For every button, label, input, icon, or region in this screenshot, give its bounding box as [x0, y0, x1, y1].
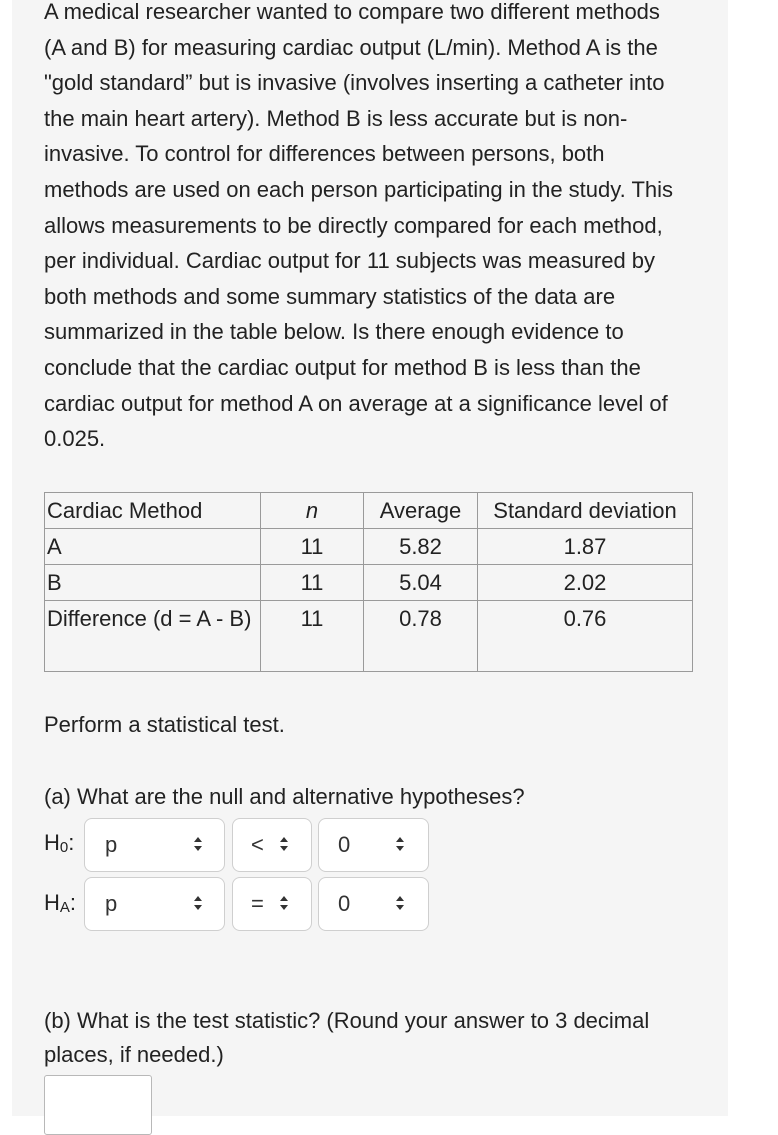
- h0-label: $H_0$:: [44, 830, 75, 856]
- ha-operator-select[interactable]: [232, 877, 312, 931]
- table-row: [45, 601, 693, 672]
- h0-value-value: 0: [338, 832, 351, 857]
- cell-average: 0.78: [364, 601, 478, 672]
- table-row: [45, 529, 693, 565]
- cell-average: 5.04: [364, 565, 478, 601]
- up-down-arrow-icon: [395, 835, 405, 853]
- ha-value-select[interactable]: [318, 877, 429, 931]
- table-header-row: [45, 493, 693, 529]
- cell-method: Difference (d = A - B): [45, 601, 261, 672]
- cell-method: A: [45, 529, 261, 565]
- h0-parameter-value: p: [105, 832, 118, 857]
- up-down-arrow-icon: [279, 894, 289, 912]
- h0-operator-select[interactable]: [232, 818, 312, 872]
- cell-sd: 2.02: [478, 565, 693, 601]
- header-average: Average: [364, 493, 478, 529]
- header-sd: Standard deviation: [478, 493, 693, 529]
- header-method: Cardiac Method: [45, 493, 261, 529]
- cell-n: 11: [261, 565, 364, 601]
- h0-value-select[interactable]: [318, 818, 429, 872]
- ha-parameter-value: p: [105, 891, 118, 916]
- cell-n: 11: [261, 601, 364, 672]
- summary-table: [44, 492, 693, 672]
- test-statistic-input[interactable]: [44, 1075, 152, 1135]
- ha-parameter-select[interactable]: [84, 877, 225, 931]
- h0-parameter-select[interactable]: [84, 818, 225, 872]
- part-a-question: (a) What are the null and alternative hypotheses?: [44, 784, 525, 809]
- up-down-arrow-icon: [193, 835, 203, 853]
- h0-operator-value: <: [251, 832, 264, 857]
- ha-operator-value: =: [251, 891, 264, 916]
- cell-sd: 0.76: [478, 601, 693, 672]
- perform-instruction: Perform a statistical test.: [44, 712, 285, 737]
- problem-statement: A medical researcher wanted to compare two different methods (A and B) for measuring cardiac output (L/min). Method A is the "gold standard” but is invasive (involves inserting a catheter into the main heart artery). Method B is less accurate but is non-invasive. To control for differences between persons, both methods are used on each person participating in the study. This allows measurements to be directly compared for each method, per individual. Cardiac output for 11 subjects was measured by both methods and some summary statistics of the data are summarized in the table below. Is there enough evidence to conclude that the cardiac output for method B is less than the cardiac output for method A on average at a significance level of 0.025.: [44, 0, 674, 452]
- ha-value-value: 0: [338, 891, 351, 916]
- table-row: [45, 565, 693, 601]
- up-down-arrow-icon: [193, 894, 203, 912]
- part-b-question: (b) What is the test statistic? (Round your answer to 3 decimal places, if needed.): [44, 1008, 650, 1067]
- cell-method: B: [45, 565, 261, 601]
- header-n: n: [261, 493, 364, 529]
- up-down-arrow-icon: [279, 835, 289, 853]
- cell-n: 11: [261, 529, 364, 565]
- cell-average: 5.82: [364, 529, 478, 565]
- ha-label: $H_A$:: [44, 890, 77, 916]
- cell-sd: 1.87: [478, 529, 693, 565]
- up-down-arrow-icon: [395, 894, 405, 912]
